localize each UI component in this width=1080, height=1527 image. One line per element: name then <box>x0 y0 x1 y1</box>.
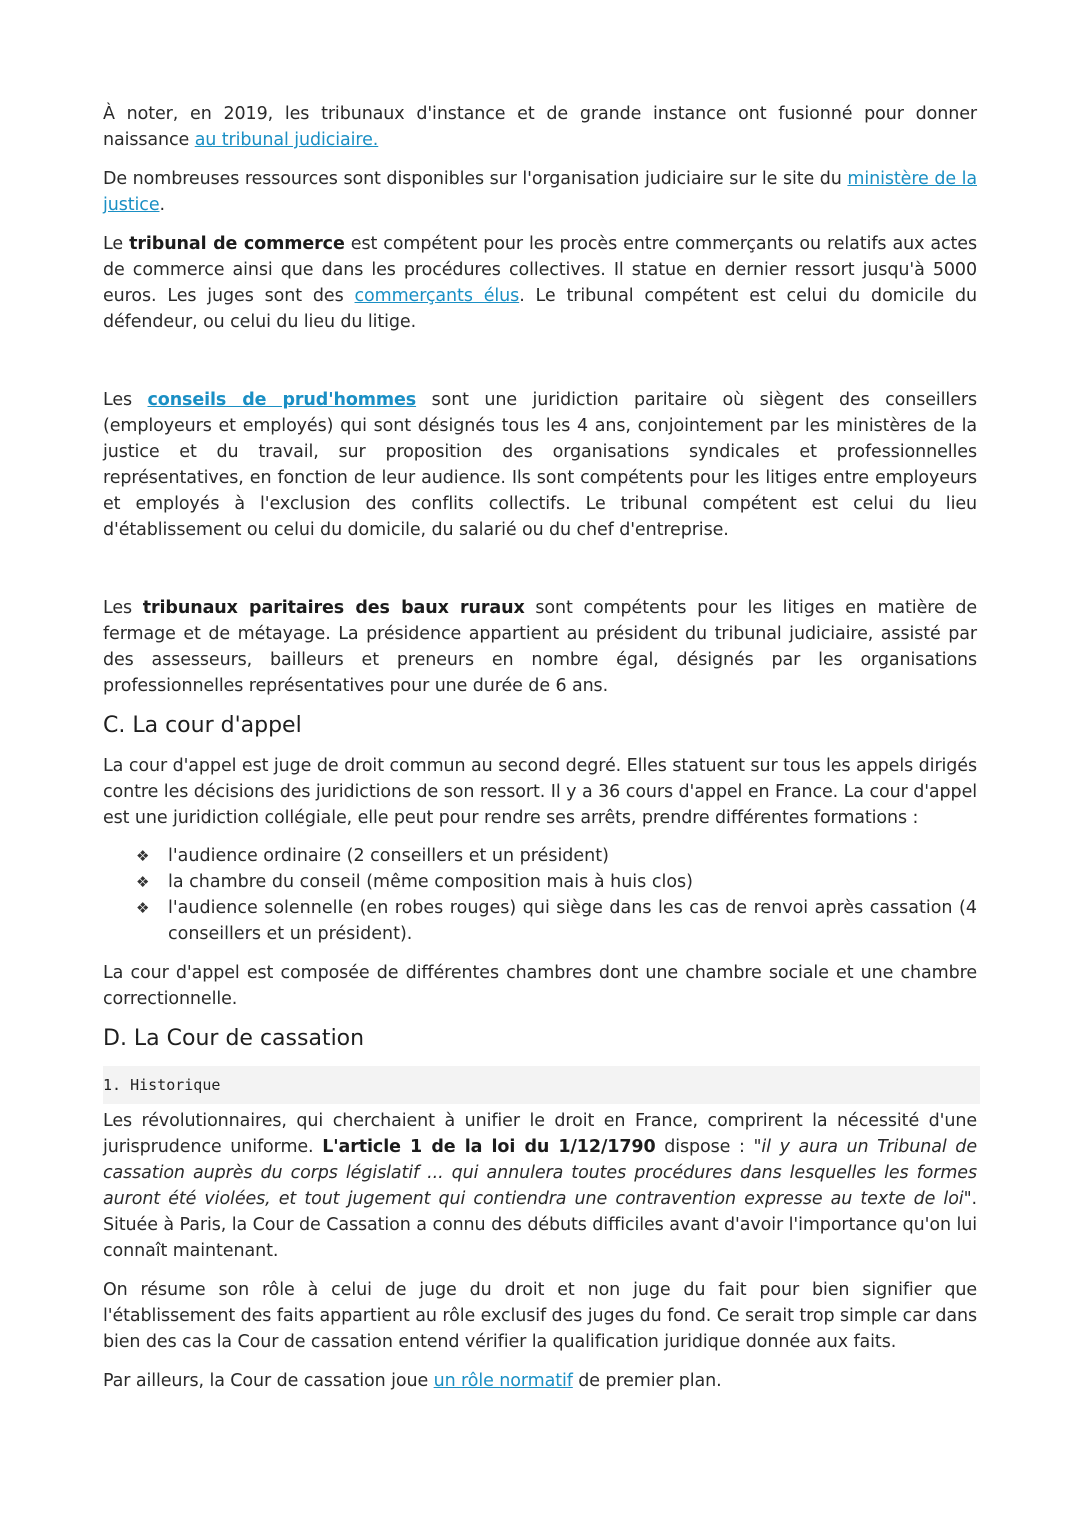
paragraph-tribunal-commerce <box>103 231 977 335</box>
bold-term: tribunal de commerce <box>129 234 345 254</box>
paragraph-text: sont compétents pour les litiges en matière de fermage et de métayage. La présidence appartient au président du tribunal judiciaire, assisté par des assesseurs, bailleurs et preneurs en nombre égal, désignés par les organisations professionnelles représentatives pour une durée de 6 ans. <box>103 598 977 696</box>
paragraph-text: sont une juridiction paritaire où siègent des conseillers (employeurs et employés) qui sont désignés tous les 4 ans, conjointement par les ministères de la justice et du travail, sur proposition des organisations syndicales et professionnelles représentatives, en fonction de leur audience. Ils sont compétents pour les litiges entre employeurs et employés à l'exclusion des conflits collectifs. Le tribunal compétent est celui du lieu d'établissement ou celui du domicile, du salarié ou du chef d'entreprise. <box>103 390 977 540</box>
diamond-bullet-icon: ❖ <box>136 873 150 891</box>
link-ministere-justice[interactable]: ministère de la justice <box>103 169 978 215</box>
bold-term: L'article 1 de la loi du 1/12/1790 <box>322 1137 656 1157</box>
paragraph-text: de premier plan. <box>572 1371 722 1391</box>
paragraph-text: ". Située à Paris, la Cour de Cassation a connu des débuts difficiles avant d'avoir l'importance qu'on lui connaît maintenant. <box>103 1189 977 1261</box>
diamond-bullet-icon: ❖ <box>136 847 150 865</box>
link-conseils-prudhommes[interactable]: conseils de prud'hommes <box>147 390 417 410</box>
list-item-text: la chambre du conseil (même composition mais à huis clos) <box>168 872 693 892</box>
link-role-normatif[interactable]: un rôle normatif <box>433 1371 573 1391</box>
paragraph-prudhommes <box>103 387 977 543</box>
link-commercants-elus[interactable]: commerçants élus <box>354 286 520 306</box>
paragraph-baux-ruraux <box>103 595 977 699</box>
list-item-text: l'audience ordinaire (2 conseillers et un président) <box>168 846 609 866</box>
paragraph-ressources <box>103 166 977 218</box>
paragraph-revolutionnaires <box>103 1108 977 1264</box>
list-item <box>103 843 977 869</box>
paragraph-text: est compétent pour les procès entre commerçants ou relatifs aux actes de commerce ainsi que dans les procédures collectives. Il statue en dernier ressort jusqu'à 5000 euros. Les juges sont des <box>103 234 977 306</box>
heading-cour-cassation: D. La Cour de cassation <box>103 1026 365 1051</box>
link-tribunal-judiciaire[interactable]: au tribunal judiciaire. <box>194 130 379 150</box>
list-item <box>103 895 977 947</box>
bold-term: tribunaux paritaires des baux ruraux <box>142 598 525 618</box>
code-block-historique: 1. Historique <box>103 1066 980 1104</box>
paragraph-text: À noter, en 2019, les tribunaux d'instance et de grande instance ont fusionné pour donner naissance <box>103 104 977 150</box>
paragraph-text: Par ailleurs, la Cour de cassation joue <box>103 1371 434 1391</box>
paragraph-role-juge-droit: On résume son rôle à celui de juge du droit et non juge du fait pour bien signifier que l'établissement des faits appartient au rôle exclusif des juges du fond. Ce serait trop simple car dans bien des cas la Cour de cassation entend vérifier la qualification juridique donnée aux faits. <box>103 1280 977 1352</box>
paragraph-tribunal-judiciaire <box>103 101 977 153</box>
italic-quote: il y aura un Tribunal de cassation auprès du corps législatif ... qui annulera toutes procédures dans lesquelles les formes auront été violées, et tout jugement qui contiendra une contravention expresse au texte de loi <box>103 1137 977 1209</box>
diamond-bullet-icon: ❖ <box>136 899 150 917</box>
paragraph-text: Les <box>103 598 143 618</box>
paragraph-text: Les révolutionnaires, qui cherchaient à unifier le droit en France, comprirent la nécessité d'une jurisprudence uniforme. <box>103 1111 977 1157</box>
paragraph-role-normatif <box>103 1368 977 1394</box>
paragraph-cour-appel: La cour d'appel est juge de droit commun au second degré. Elles statuent sur tous les appels dirigés contre les décisions des juridictions de son ressort. Il y a 36 cours d'appel en France. La cour d'appel est une juridiction collégiale, elle peut pour rendre ses arrêts, prendre différentes formations : <box>103 756 977 828</box>
formations-list <box>103 843 977 947</box>
paragraph-text: dispose : " <box>655 1137 762 1157</box>
list-item <box>103 869 977 895</box>
paragraph-text: Le <box>103 234 130 254</box>
paragraph-chambres: La cour d'appel est composée de différentes chambres dont une chambre sociale et une chambre correctionnelle. <box>103 963 977 1009</box>
heading-cour-appel: C. La cour d'appel <box>103 713 302 738</box>
paragraph-text: . <box>159 195 165 215</box>
paragraph-text: Les <box>103 390 148 410</box>
document-page <box>103 101 977 1394</box>
paragraph-text: . Le tribunal compétent est celui du domicile du défendeur, ou celui du lieu du litige. <box>103 286 978 332</box>
list-item-text: l'audience solennelle (en robes rouges) qui siège dans les cas de renvoi après cassation (4 conseillers et un président). <box>168 898 977 944</box>
paragraph-text: De nombreuses ressources sont disponibles sur l'organisation judiciaire sur le site du <box>103 169 848 189</box>
